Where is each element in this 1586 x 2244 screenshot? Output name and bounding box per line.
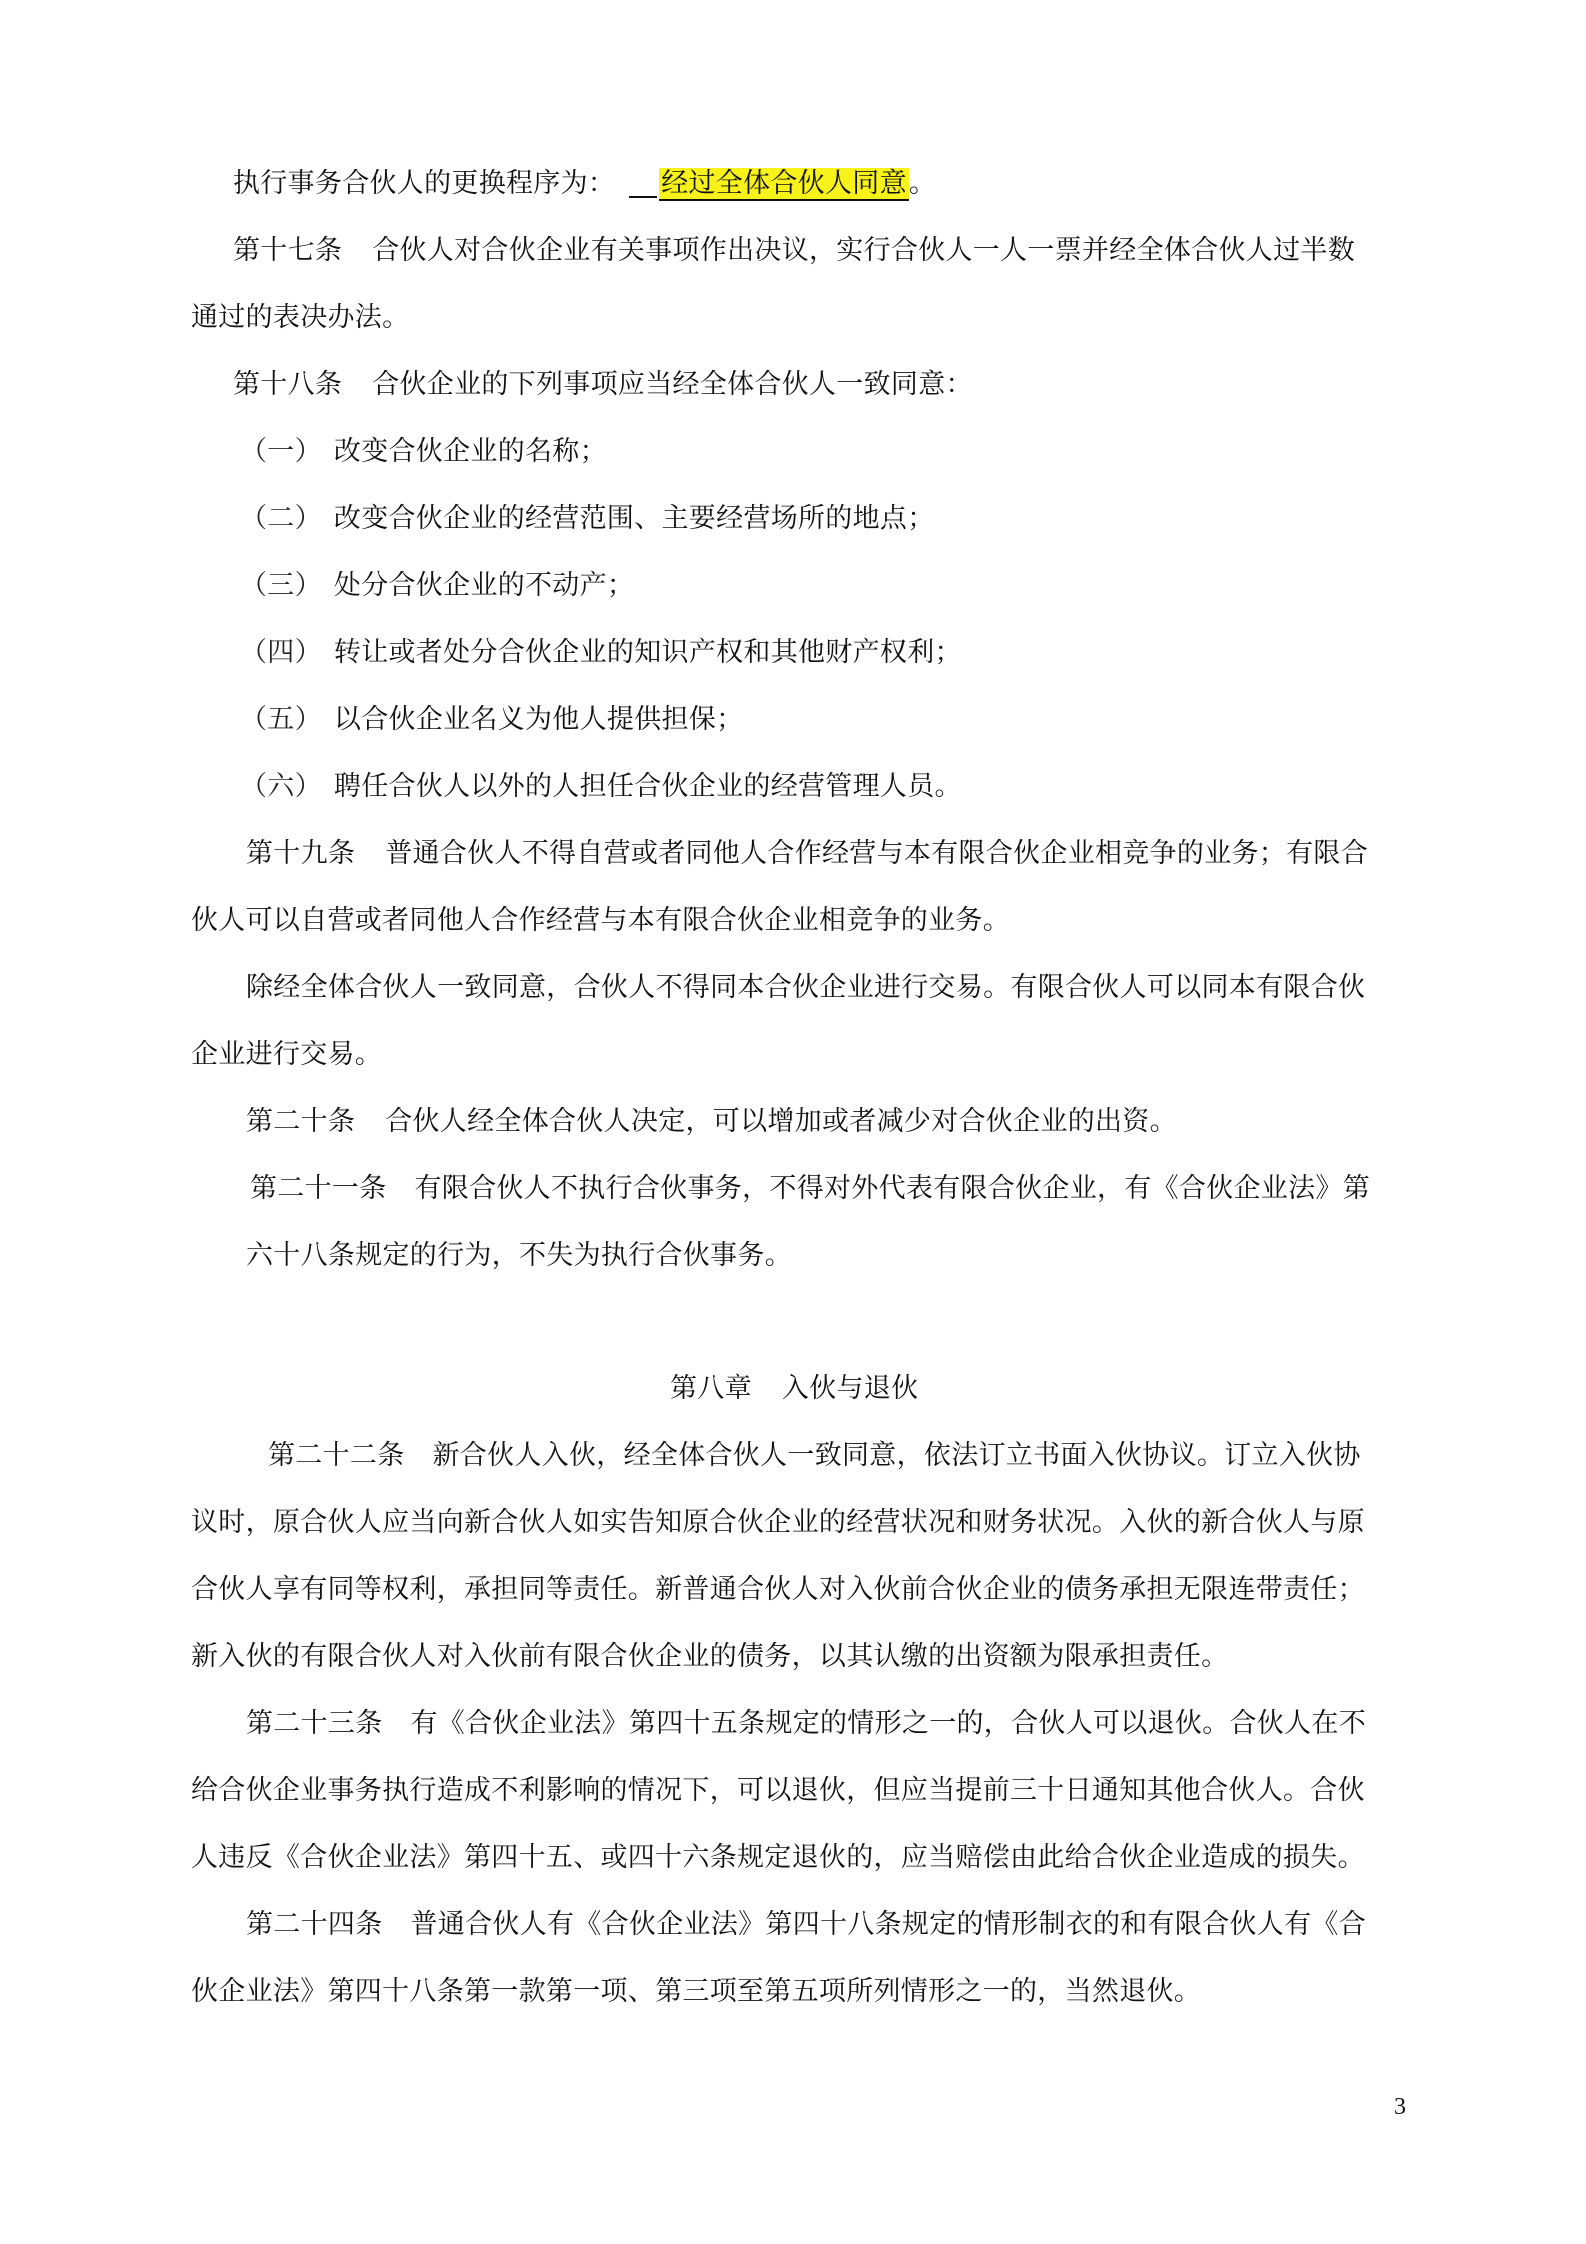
article-text: 新合伙人入伙，经全体合伙人一致同意，依法订立书面入伙协议。订立入伙协 <box>432 1440 1361 1471</box>
article-text: 普通合伙人有《合伙企业法》第四十八条规定的情形制衣的和有限合伙人有《合 <box>410 1909 1366 1940</box>
article-text: 六十八条规定的行为，不失为执行合伙事务。 <box>246 1240 792 1271</box>
article-21-line-2 <box>246 1236 792 1276</box>
article-label: 第十九条 <box>246 838 356 869</box>
article-23-line-2 <box>191 1771 1365 1811</box>
paragraph-text: 除经全体合伙人一致同意，合伙人不得同本合伙企业进行交易。有限合伙人可以同本有限合伙 <box>246 972 1366 1003</box>
list-text: 聘任合伙人以外的人担任合伙企业的经营管理人员。 <box>333 771 962 802</box>
article-text: 有《合伙企业法》第四十五条规定的情形之一的，合伙人可以退伙。合伙人在不 <box>410 1708 1366 1739</box>
article-22-line-2 <box>191 1503 1365 1543</box>
article-17-line-1 <box>233 231 1355 271</box>
list-text: 处分合伙企业的不动产； <box>333 570 635 601</box>
list-item-2 <box>240 499 935 539</box>
article-18-line-1 <box>233 365 973 405</box>
list-marker: （五） <box>240 704 322 735</box>
list-marker: （二） <box>240 503 322 534</box>
article-label: 第二十一条 <box>250 1173 387 1204</box>
article-text: 新入伙的有限合伙人对入伙前有限合伙企业的债务，以其认缴的出资额为限承担责任。 <box>191 1641 1229 1672</box>
article-label: 第二十三条 <box>246 1708 383 1739</box>
article-text: 通过的表决办法。 <box>191 302 410 333</box>
article-24-line-1 <box>246 1905 1366 1945</box>
page-number: 3 <box>1394 2094 1406 2120</box>
chapter-number: 第八章 <box>670 1373 752 1404</box>
article-label: 第二十条 <box>246 1106 356 1137</box>
list-marker: （四） <box>240 637 322 668</box>
article-text: 给合伙企业事务执行造成不利影响的情况下，可以退伙，但应当提前三十日通知其他合伙人。合伙 <box>191 1775 1365 1806</box>
article-22-line-4 <box>191 1637 1228 1677</box>
article-text: 合伙人经全体合伙人决定，可以增加或者减少对合伙企业的出资。 <box>385 1106 1177 1137</box>
list-text: 以合伙企业名义为他人提供担保； <box>333 704 744 735</box>
article-21-line-1 <box>250 1169 1370 1209</box>
article-19-line-2 <box>191 901 1010 941</box>
list-item-1 <box>240 432 607 472</box>
list-item-4 <box>240 633 962 673</box>
article-text: 合伙人对合伙企业有关事项作出决议，实行合伙人一人一票并经全体合伙人过半数 <box>372 235 1356 266</box>
paragraph-line-2 <box>191 1035 382 1075</box>
line-1-suffix: 。 <box>908 168 937 199</box>
list-marker: （三） <box>240 570 322 601</box>
list-text: 改变合伙企业的名称； <box>333 436 607 467</box>
article-19-line-1 <box>246 834 1368 874</box>
article-text: 合伙人享有同等权利，承担同等责任。新普通合伙人对入伙前合伙企业的债务承担无限连带责任； <box>191 1574 1365 1605</box>
article-text: 普通合伙人不得自营或者同他人合作经营与本有限合伙企业相竞争的业务；有限合 <box>385 838 1369 869</box>
article-22-line-3 <box>191 1570 1365 1610</box>
article-23-line-1 <box>246 1704 1366 1744</box>
article-24-line-2 <box>191 1972 1201 2012</box>
article-text: 人违反《合伙企业法》第四十五、或四十六条规定退伙的，应当赔偿由此给合伙企业造成的损失。 <box>191 1842 1365 1873</box>
article-23-line-3 <box>191 1838 1365 1878</box>
chapter-title: 入伙与退伙 <box>781 1373 919 1404</box>
underline-blank <box>629 196 657 198</box>
list-text: 转让或者处分合伙企业的知识产权和其他财产权利； <box>333 637 962 668</box>
article-label: 第二十二条 <box>268 1440 405 1471</box>
paragraph-text: 企业进行交易。 <box>191 1039 383 1070</box>
line-1-prefix: 执行事务合伙人的更换程序为： <box>233 168 616 199</box>
text-line-1 <box>233 164 936 204</box>
article-17-line-2 <box>191 298 409 338</box>
article-text: 伙企业法》第四十八条第一款第一项、第三项至第五项所列情形之一的，当然退伙。 <box>191 1976 1202 2007</box>
article-text: 议时，原合伙人应当向新合伙人如实告知原合伙企业的经营状况和财务状况。入伙的新合伙人与原 <box>191 1507 1365 1538</box>
article-label: 第十七条 <box>233 235 343 266</box>
list-item-3 <box>240 566 634 606</box>
article-label: 第十八条 <box>233 369 343 400</box>
list-text: 改变合伙企业的经营范围、主要经营场所的地点； <box>333 503 935 534</box>
article-22-line-1 <box>268 1436 1361 1476</box>
list-marker: （一） <box>240 436 322 467</box>
article-20-line-1 <box>246 1102 1177 1142</box>
article-text: 有限合伙人不执行合伙事务，不得对外代表有限合伙企业，有《合伙企业法》第 <box>414 1173 1370 1204</box>
highlighted-answer: 经过全体合伙人同意 <box>661 168 907 199</box>
article-label: 第二十四条 <box>246 1909 383 1940</box>
paragraph-line-1 <box>246 968 1365 1008</box>
article-text: 合伙企业的下列事项应当经全体合伙人一致同意： <box>372 369 973 400</box>
chapter-heading <box>670 1369 918 1409</box>
list-marker: （六） <box>240 771 322 802</box>
article-text: 伙人可以自营或者同他人合作经营与本有限合伙企业相竞争的业务。 <box>191 905 1010 936</box>
list-item-6 <box>240 767 962 807</box>
list-item-5 <box>240 700 743 740</box>
